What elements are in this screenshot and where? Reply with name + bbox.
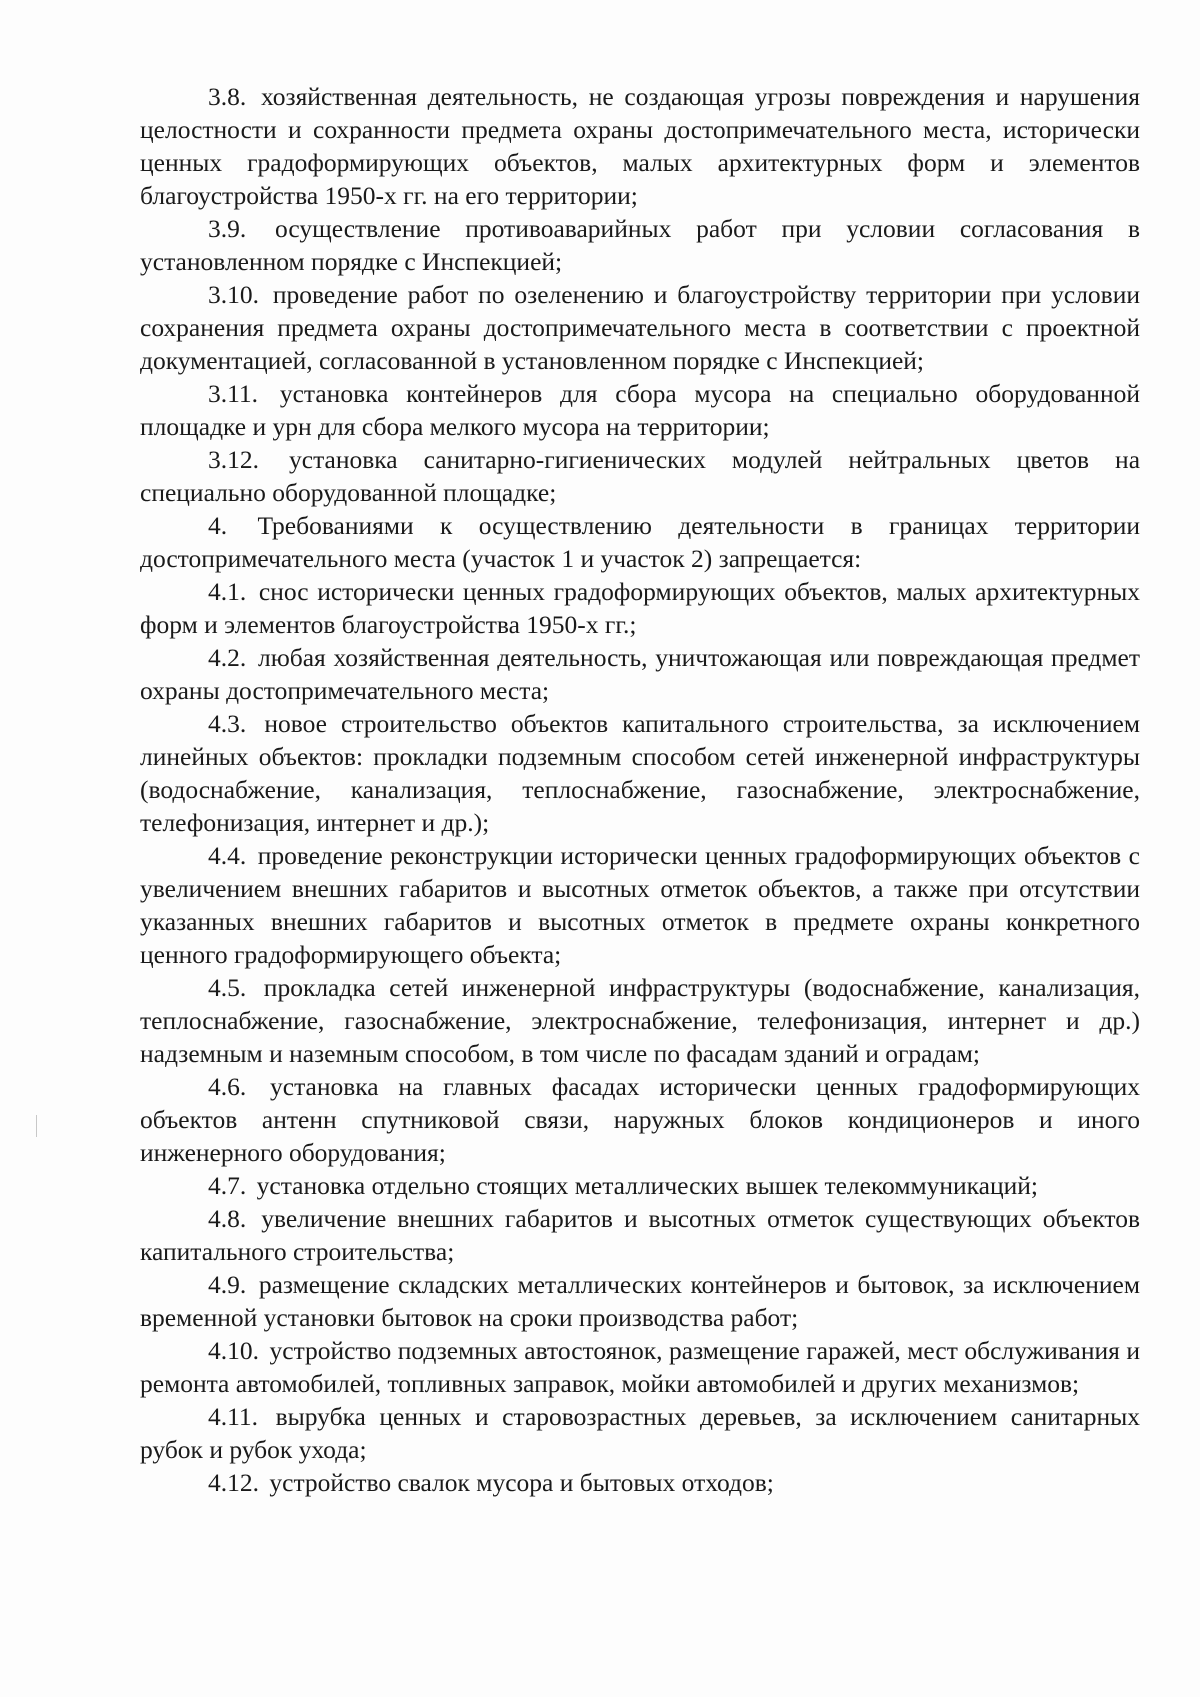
paragraph-number: 4.3. bbox=[208, 709, 247, 738]
paragraph-4-8 bbox=[140, 1202, 1140, 1268]
paragraph-number: 4.4. bbox=[208, 841, 247, 870]
paragraph-number: 4.11. bbox=[208, 1402, 259, 1431]
paragraph-3-10 bbox=[140, 278, 1140, 377]
paragraph-3-12 bbox=[140, 443, 1140, 509]
paragraph-number: 3.10. bbox=[208, 280, 259, 309]
paragraph-text: вырубка ценных и старовозрастных деревьев, за исключением санитарных рубок и рубок ухода; bbox=[140, 1402, 1141, 1464]
paragraph-text: любая хозяйственная деятельность, уничтожающая или повреждающая предмет охраны достопримечательного места; bbox=[140, 643, 1141, 705]
paragraph-text: установка контейнеров для сбора мусора на специально оборудованной площадке и урн для сбора мелкого мусора на территории; bbox=[140, 379, 1140, 441]
paragraph-4-2 bbox=[140, 641, 1140, 707]
paragraph-number: 3.12. bbox=[208, 445, 259, 474]
paragraph-4-4 bbox=[140, 839, 1140, 971]
paragraph-text: прокладка сетей инженерной инфраструктуры (водоснабжение, канализация, теплоснабжение, газоснабжение, электроснабжение, телефонизация, интернет и др.) надземным и наземным способом, в том числе по фасадам зданий и оградам; bbox=[140, 973, 1140, 1068]
paragraph-number: 4.12. bbox=[208, 1468, 259, 1497]
paragraph-number: 4.9. bbox=[208, 1270, 247, 1299]
paragraph-4-5 bbox=[140, 971, 1140, 1070]
paragraph-4-7 bbox=[140, 1169, 1140, 1202]
paragraph-number: 4.6. bbox=[208, 1072, 247, 1101]
paragraph-text: проведение реконструкции исторически ценных градоформирующих объектов с увеличением внешних габаритов и высотных отметок объектов, а также при отсутствии указанных внешних габаритов и высотных отметок в предмете охраны конкретного ценного градоформирующего объекта; bbox=[140, 841, 1141, 969]
paragraph-4-12 bbox=[140, 1466, 1140, 1499]
paragraph-number: 4.10. bbox=[208, 1336, 259, 1365]
paragraph-number: 4. bbox=[208, 511, 228, 540]
paragraph-3-8 bbox=[140, 80, 1140, 212]
paragraph-number: 4.1. bbox=[208, 577, 247, 606]
paragraph-4-9 bbox=[140, 1268, 1140, 1334]
paragraph-number: 3.11. bbox=[208, 379, 259, 408]
scan-margin-mark bbox=[36, 1115, 37, 1137]
paragraph-text: хозяйственная деятельность, не создающая угрозы повреждения и нарушения целостности и сохранности предмета охраны достопримечательного места, исторически ценных градоформирующих объектов, малых архитектурных форм и элементов благоустройства 1950-х гг. на его территории; bbox=[140, 82, 1141, 210]
paragraph-4 bbox=[140, 509, 1140, 575]
paragraph-text: устройство свалок мусора и бытовых отходов; bbox=[269, 1468, 774, 1497]
paragraph-number: 4.5. bbox=[208, 973, 247, 1002]
paragraph-text: увеличение внешних габаритов и высотных отметок существующих объектов капитального строительства; bbox=[140, 1204, 1141, 1266]
paragraph-text: установка санитарно-гигиенических модулей нейтральных цветов на специально оборудованной площадке; bbox=[140, 445, 1141, 507]
paragraph-text: устройство подземных автостоянок, размещение гаражей, мест обслуживания и ремонта автомобилей, топливных заправок, мойки автомобилей и других механизмов; bbox=[140, 1336, 1141, 1398]
paragraph-4-10 bbox=[140, 1334, 1140, 1400]
paragraph-number: 3.9. bbox=[208, 214, 247, 243]
document-body bbox=[140, 80, 1140, 1499]
paragraph-3-11 bbox=[140, 377, 1140, 443]
paragraph-text: установка отдельно стоящих металлических вышек телекоммуникаций; bbox=[256, 1171, 1038, 1200]
paragraph-4-6 bbox=[140, 1070, 1140, 1169]
paragraph-4-1 bbox=[140, 575, 1140, 641]
paragraph-number: 4.7. bbox=[208, 1171, 247, 1200]
paragraph-text: новое строительство объектов капитального строительства, за исключением линейных объектов: прокладки подземным способом сетей инженерной инфраструктуры (водоснабжение, канализация, теплоснабжение, газоснабжение, электроснабжение, телефонизация, интернет и др.); bbox=[140, 709, 1140, 837]
paragraph-4-3 bbox=[140, 707, 1140, 839]
paragraph-text: снос исторически ценных градоформирующих объектов, малых архитектурных форм и элементов благоустройства 1950-х гг.; bbox=[140, 577, 1141, 639]
paragraph-text: размещение складских металлических контейнеров и бытовок, за исключением временной установки бытовок на сроки производства работ; bbox=[140, 1270, 1141, 1332]
paragraph-number: 3.8. bbox=[208, 82, 247, 111]
paragraph-number: 4.2. bbox=[208, 643, 247, 672]
paragraph-text: проведение работ по озеленению и благоустройству территории при условии сохранения предмета охраны достопримечательного места в соответствии с проектной документацией, согласованной в установленном порядке с Инспекцией; bbox=[140, 280, 1140, 375]
paragraph-number: 4.8. bbox=[208, 1204, 247, 1233]
paragraph-3-9 bbox=[140, 212, 1140, 278]
paragraph-text: Требованиями к осуществлению деятельности в границах территории достопримечательного места (участок 1 и участок 2) запрещается: bbox=[140, 511, 1141, 573]
paragraph-text: установка на главных фасадах исторически ценных градоформирующих объектов антенн спутниковой связи, наружных блоков кондиционеров и иного инженерного оборудования; bbox=[140, 1072, 1140, 1167]
paragraph-text: осуществление противоаварийных работ при условии согласования в установленном порядке с Инспекцией; bbox=[140, 214, 1140, 276]
paragraph-4-11 bbox=[140, 1400, 1140, 1466]
